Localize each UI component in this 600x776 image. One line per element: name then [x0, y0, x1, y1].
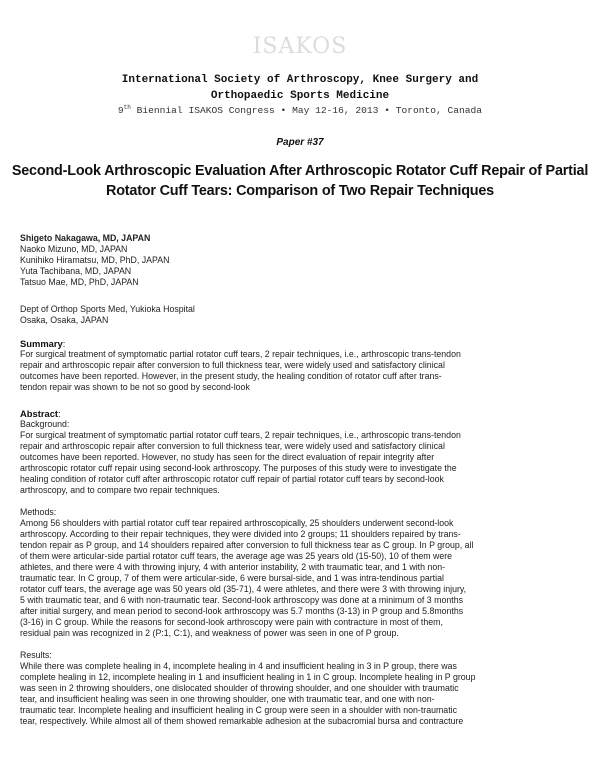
summary-heading-colon: :: [62, 338, 66, 349]
author-list: [20, 233, 582, 288]
author-presenting: Shigeto Nakagawa, MD, JAPAN: [20, 233, 151, 243]
background-line: arthroscopy, and to compare two repair techniques.: [20, 485, 220, 495]
results-line: tear, and insufficient healing was seen in one throwing shoulder, one with traumatic tear, and one with non-: [20, 694, 435, 704]
methods-line: (3-16) in C group. While the reasons for second-look arthroscopy were pain with contracture in most of them,: [20, 617, 443, 627]
methods-line: 5 with traumatic tear, and 6 with non-traumatic tear. Second-look arthroscopy was done at a minimum of 3 months: [20, 595, 463, 605]
methods-line: after initial surgery, and mean period to second-look arthroscopy was 5.7 months (3-13) in P group and 5.8months: [20, 606, 464, 616]
methods-line: Among 56 shoulders with partial rotator cuff tear repaired arthroscopically, 25 shoulders underwent second-look: [20, 518, 454, 528]
affiliation-line: Osaka, Osaka, JAPAN: [20, 315, 109, 325]
results-label: Results:: [20, 650, 52, 660]
summary-heading: [20, 338, 582, 349]
paper-number: Paper #37: [276, 137, 324, 148]
society-line-1: International Society of Arthroscopy, Knee Surgery and: [121, 74, 479, 86]
congress-ordinal: th: [123, 104, 131, 111]
congress-line: [0, 104, 600, 116]
summary-section: [20, 338, 582, 393]
paragraph-gap: [20, 496, 582, 507]
results-line: traumatic tear. Incomplete healing and insufficient healing in C group were seen in a shoulder with non-traumatic: [20, 705, 458, 715]
author: Kunihiko Hiramatsu, MD, PhD, JAPAN: [20, 255, 170, 265]
abstract-heading-label: Abstract: [20, 408, 59, 419]
methods-line: traumatic tear. In C group, 7 of them were articular-side, 6 were bursal-side, and 1 was intra-tendinous partial: [20, 573, 444, 583]
abstract-heading: [20, 408, 582, 419]
results-line: complete healing in 12, incomplete healing in 1 and insufficient healing in 1 in C group. Incomplete healing in P group: [20, 672, 476, 682]
summary-heading-label: Summary: [20, 338, 63, 349]
methods-line: residual pain was recognized in 2 (P:1, C:1), and weakness of power was seen in one of P group.: [20, 628, 399, 638]
methods-line: rotator cuff tears, the average age was 50 years old (35-71), 4 were athletes, and there were 3 with throwing injury,: [20, 584, 467, 594]
methods-line: athletes, and there were 4 with throwing injury, 4 with anterior instability, 2 with traumatic tear, and 1 with non-: [20, 562, 446, 572]
author: Yuta Tachibana, MD, JAPAN: [20, 266, 132, 276]
abstract-heading-colon: :: [58, 408, 61, 419]
congress-details: Biennial ISAKOS Congress • May 12-16, 2013 • Toronto, Canada: [130, 105, 483, 117]
methods-line: tendon repair as P group, and 14 shoulders repaired after conversion to full thickness tear as C group. In P group, all: [20, 540, 474, 550]
background-line: For surgical treatment of symptomatic partial rotator cuff tears, 2 repair techniques, i.e., arthroscopic trans-tendon: [20, 430, 461, 440]
background-line: healing condition of rotator cuff after arthroscopic rotator cuff repair of partial rotator cuff tears by second-look: [20, 474, 444, 484]
results-line: was seen in 2 throwing shoulders, one dislocated shoulder of throwing shoulder, and one shoulder with traumatic: [20, 683, 459, 693]
isakos-watermark: ISAKOS: [252, 34, 348, 59]
summary-line: tendon repair was shown to be not so good by second-look: [20, 382, 250, 392]
abstract-section: [20, 408, 582, 727]
methods-line: arthroscopy. According to their repair techniques, they were divided into 2 groups; 11 shoulders repaired by trans-: [20, 529, 461, 539]
congress-number: 9: [117, 105, 124, 117]
results-line: While there was complete healing in 4, incomplete healing in 4 and insufficient healing in 3 in P group, there was: [20, 661, 457, 671]
methods-line: of them were articular-side partial rotator cuff tears, the average age was 25 years old (15-50), 10 of them were: [20, 551, 453, 561]
methods-label: Methods:: [20, 507, 57, 517]
summary-line: For surgical treatment of symptomatic partial rotator cuff tears, 2 repair techniques, i.e., arthroscopic trans-tendon: [20, 349, 461, 359]
background-line: repair and arthroscopic repair after conversion to full thickness tear, were widely used and satisfactory clinical: [20, 441, 445, 451]
summary-line: repair and arthroscopic repair after conversion to full thickness tear, were widely used and satisfactory clinical: [20, 360, 445, 370]
author: Naoko Mizuno, MD, JAPAN: [20, 244, 128, 254]
background-line: outcomes have been reported. However, no study has seen for the direct evaluation of repair integrity after: [20, 452, 435, 462]
society-line-2: Orthopaedic Sports Medicine: [210, 90, 390, 102]
results-line: tear, respectively. While almost all of them showed remarkable adhesion at the subacromial bursa and contracture: [20, 716, 464, 726]
background-label: Background:: [20, 419, 70, 429]
paragraph-gap: [20, 639, 582, 650]
society-name: [0, 72, 600, 104]
affiliation-line: Dept of Orthop Sports Med, Yukioka Hospital: [20, 304, 195, 314]
paper-title: Second-Look Arthroscopic Evaluation After Arthroscopic Rotator Cuff Repair of Partial Rotator Cuff Tears: Comparison of Two Repair Techniques: [11, 163, 589, 199]
affiliation: [20, 304, 582, 326]
author: Tatsuo Mae, MD, PhD, JAPAN: [20, 277, 139, 287]
background-line: arthroscopic rotator cuff repair using second-look arthroscopy. The purposes of this study were to investigate the: [20, 463, 457, 473]
summary-line: outcomes have been reported. However, in the present study, the healing condition of rotator cuff after trans-: [20, 371, 442, 381]
